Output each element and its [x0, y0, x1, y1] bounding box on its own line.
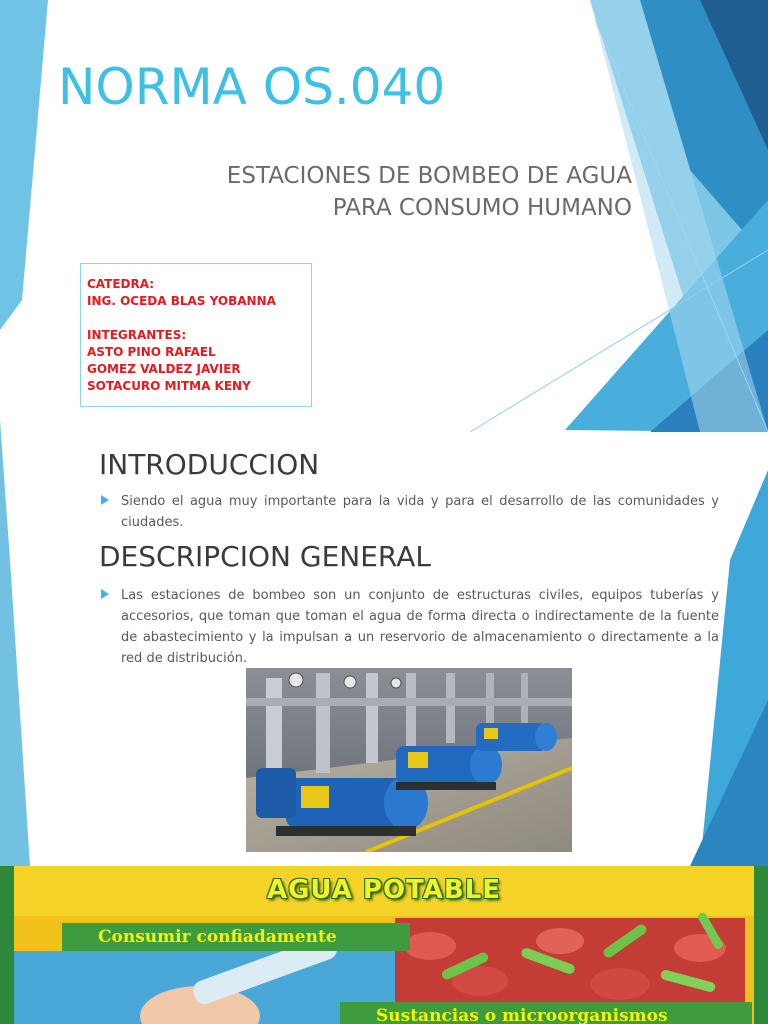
intro-text: Siendo el agua muy importante para la vida y para el desarrollo de las comunidades y ciudades. — [121, 494, 719, 530]
slide-subtitle — [72, 160, 632, 224]
bullet-arrow-icon — [101, 589, 109, 599]
description-text: Las estaciones de bombeo son un conjunto de estructuras civiles, equipos tuberías y accesorios, que toman que toman el agua de forma directa o indirectamente de la fuente de abastecimiento y la impulsan a un reservorio de almacenamiento o directamente a la red de distribución. — [121, 588, 719, 666]
integrantes-label: INTEGRANTES: — [87, 328, 187, 342]
pump-station-photo — [246, 668, 572, 852]
slide-title: NORMA OS.040 — [58, 58, 446, 116]
bullet-arrow-icon — [101, 495, 109, 505]
member-name: SOTACURO MITMA KENY — [87, 379, 251, 393]
intro-bullet — [101, 491, 719, 533]
member-name: GOMEZ VALDEZ JAVIER — [87, 362, 241, 376]
banner-right-label: Sustancias o microorganismos — [340, 1002, 752, 1024]
description-bullet — [101, 585, 719, 669]
agua-potable-banner — [0, 866, 768, 1024]
description-heading: DESCRIPCION GENERAL — [99, 540, 431, 573]
catedra-label: CATEDRA: — [87, 277, 155, 291]
catedra-name: ING. OCEDA BLAS YOBANNA — [87, 294, 276, 308]
banner-left-label: Consumir confiadamente — [62, 923, 410, 951]
authors-info-box — [80, 263, 312, 407]
subtitle-line-1: ESTACIONES DE BOMBEO DE AGUA — [226, 163, 632, 189]
subtitle-line-2: PARA CONSUMO HUMANO — [332, 195, 632, 221]
banner-title: AGUA POTABLE — [266, 875, 502, 905]
intro-heading: INTRODUCCION — [99, 448, 320, 481]
member-name: ASTO PINO RAFAEL — [87, 345, 216, 359]
